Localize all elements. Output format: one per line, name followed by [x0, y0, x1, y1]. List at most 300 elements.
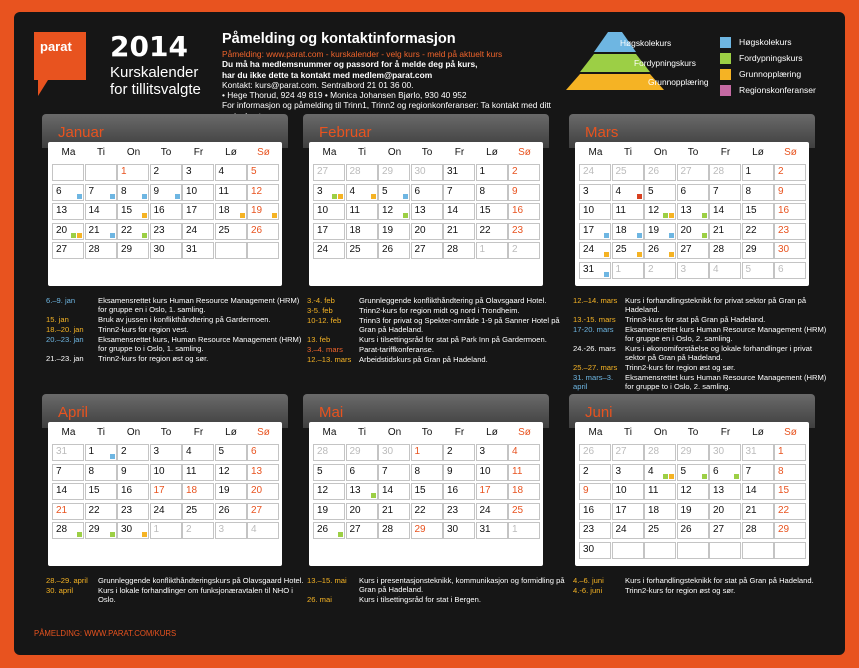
day-cell: 14: [52, 483, 84, 500]
day-cell: 25: [644, 522, 676, 539]
month-title: April: [58, 404, 89, 421]
day-cell: 26: [677, 522, 709, 539]
day-cell: 14: [85, 203, 117, 220]
weekday-header: On: [653, 147, 668, 158]
day-cell: 1: [150, 522, 182, 539]
day-cell: 13: [52, 203, 84, 220]
day-cell: 11: [508, 464, 540, 481]
day-cell: 3: [150, 444, 182, 461]
course-marker: [669, 252, 674, 257]
month-title: Januar: [58, 124, 104, 141]
day-cell: 19: [644, 223, 676, 240]
event-text: Trinn3 for privat og Spekter-område 1-9 på Sanner Hotel på Gran på Hadeland.: [359, 316, 560, 334]
event-date: 18.–20. jan: [46, 325, 84, 334]
day-cell: 7: [709, 184, 741, 201]
day-cell: 15: [411, 483, 443, 500]
day-cell: 20: [346, 503, 378, 520]
event-text: Kurs i tilsettingsråd for stat på Park Inn på Gardermoen.: [359, 335, 547, 344]
course-marker: [637, 252, 642, 257]
course-marker: [77, 532, 82, 537]
course-marker: [663, 213, 668, 218]
course-marker: [110, 532, 115, 537]
event-date: 26. mai: [307, 595, 332, 604]
course-marker: [110, 454, 115, 459]
event-item: [573, 344, 833, 362]
month-mai: [303, 394, 549, 535]
day-cell: 27: [677, 242, 709, 259]
event-item: [573, 586, 833, 595]
event-text: Kurs i forhandlingsteknikk for stat på Gran på Hadeland.: [625, 576, 814, 585]
day-cell: 19: [215, 483, 247, 500]
day-cell: 7: [378, 464, 410, 481]
event-item: [307, 355, 567, 364]
day-cell: 5: [644, 184, 676, 201]
day-cell: 8: [742, 184, 774, 201]
weekday-header: Ma: [588, 147, 603, 158]
event-item: [307, 296, 567, 305]
day-cell: 23: [443, 503, 475, 520]
day-cell: 9: [443, 464, 475, 481]
month-events: [573, 576, 833, 596]
day-cell: 3: [313, 184, 345, 201]
day-cell: 31: [182, 242, 214, 259]
day-cell: 22: [742, 223, 774, 240]
day-cell: 25: [508, 503, 540, 520]
day-cell: 3: [476, 444, 508, 461]
day-cell: 4: [215, 164, 247, 181]
course-marker: [142, 233, 147, 238]
course-marker: [734, 474, 739, 479]
day-cell: 22: [774, 503, 806, 520]
day-cell: 8: [774, 464, 806, 481]
month-events: [307, 576, 567, 605]
day-cell: 1: [476, 242, 508, 259]
event-text: Kurs i presentasjonsteknikk, kommunikasjon og formidling på Gran på Hadeland.: [359, 576, 565, 594]
course-marker: [702, 474, 707, 479]
course-marker: [71, 233, 76, 238]
course-marker: [142, 194, 147, 199]
event-date: 30. april: [46, 586, 74, 595]
event-text: Arbeidstidskurs på Gran på Hadeland.: [359, 355, 488, 364]
event-item: [46, 586, 306, 604]
course-marker: [332, 194, 337, 199]
course-marker: [702, 233, 707, 238]
event-date: 4.–6. juni: [573, 576, 604, 585]
day-cell: 28: [346, 164, 378, 181]
course-marker: [240, 213, 245, 218]
course-marker: [669, 233, 674, 238]
day-cell: 3: [215, 522, 247, 539]
event-date: 3.-4. feb: [307, 296, 335, 305]
month-title: Februar: [319, 124, 372, 141]
day-cell: 28: [52, 522, 84, 539]
event-text: Trinn2-kurs for region øst og sør.: [625, 586, 736, 595]
day-cell: 29: [742, 242, 774, 259]
month-grid: [48, 422, 282, 566]
day-cell: 25: [612, 164, 644, 181]
weekday-header: Lø: [486, 147, 498, 158]
day-cell: 5: [215, 444, 247, 461]
event-text: Trinn2-kurs for region vest.: [98, 325, 189, 334]
day-cell: 17: [150, 483, 182, 500]
weekday-header: Ti: [97, 427, 105, 438]
day-cell: 28: [378, 522, 410, 539]
event-text: Kurs i økonomiforståelse og lokale forhandlinger i privat sektor på Gran på Hadeland.: [625, 344, 812, 362]
weekday-header: On: [653, 427, 668, 438]
event-text: Trinn2-kurs for region øst og sør.: [98, 354, 209, 363]
day-cell: 11: [644, 483, 676, 500]
day-cell: 14: [378, 483, 410, 500]
event-text: Trinn2-kurs for region øst og sør.: [625, 363, 736, 372]
weekday-header: Lø: [225, 147, 237, 158]
weekday-header: Sø: [784, 427, 797, 438]
day-cell: 5: [378, 184, 410, 201]
course-marker: [702, 213, 707, 218]
day-cell: 22: [476, 223, 508, 240]
day-cell: 29: [346, 444, 378, 461]
event-item: [307, 316, 567, 334]
day-cell: 1: [117, 164, 149, 181]
event-text: Eksamensrettet kurs Human Resource Management (HRM) for gruppe en i Oslo, 1. samling.: [98, 296, 300, 314]
day-cell: 6: [346, 464, 378, 481]
day-cell: 22: [117, 223, 149, 240]
course-marker: [371, 194, 376, 199]
course-marker: [175, 194, 180, 199]
day-cell: 3: [612, 464, 644, 481]
day-cell: 13: [677, 203, 709, 220]
event-item: [307, 335, 567, 344]
event-item: [307, 576, 567, 594]
day-cell: 7: [52, 464, 84, 481]
course-legend: [720, 34, 816, 98]
day-cell: 22: [85, 503, 117, 520]
day-cell: 10: [476, 464, 508, 481]
course-marker: [604, 233, 609, 238]
weekday-header: Ti: [358, 427, 366, 438]
day-cell: 5: [313, 464, 345, 481]
day-cell: 24: [579, 242, 611, 259]
day-cell: 27: [612, 444, 644, 461]
day-cell: 26: [215, 503, 247, 520]
event-date: 20.–23. jan: [46, 335, 84, 344]
day-cell: 8: [476, 184, 508, 201]
day-cell: 2: [182, 522, 214, 539]
event-date: 28.–29. april: [46, 576, 88, 585]
day-cell: 30: [150, 242, 182, 259]
course-marker: [371, 493, 376, 498]
weekday-header: Fr: [720, 427, 731, 438]
day-cell: 4: [346, 184, 378, 201]
weekday-header: Lø: [752, 147, 764, 158]
event-date: 3-5. feb: [307, 306, 333, 315]
weekday-header: Ti: [97, 147, 105, 158]
day-cell: 23: [150, 223, 182, 240]
event-item: [46, 354, 306, 363]
day-cell: 12: [677, 483, 709, 500]
day-cell: 14: [443, 203, 475, 220]
event-date: 21.–23. jan: [46, 354, 84, 363]
day-cell: 27: [247, 503, 279, 520]
legend-swatch: [720, 37, 731, 48]
weekday-header: Ti: [358, 147, 366, 158]
day-cell: 2: [508, 164, 540, 181]
weekday-header: Ma: [61, 147, 76, 158]
weekday-header: Fr: [193, 147, 204, 158]
event-date: 4.-6. juni: [573, 586, 603, 595]
course-marker: [142, 213, 147, 218]
event-item: [46, 335, 306, 353]
day-cell: 15: [85, 483, 117, 500]
day-cell: 27: [411, 242, 443, 259]
day-cell: 21: [52, 503, 84, 520]
day-cell: 20: [677, 223, 709, 240]
weekday-header: To: [160, 427, 172, 438]
day-cell: 17: [476, 483, 508, 500]
course-marker: [403, 213, 408, 218]
day-cell: 4: [247, 522, 279, 539]
day-cell: 6: [774, 262, 806, 279]
weekday-header: Sø: [257, 147, 270, 158]
day-cell: 9: [508, 184, 540, 201]
weekday-header: Ma: [588, 427, 603, 438]
day-cell: [52, 164, 84, 181]
day-cell: 1: [612, 262, 644, 279]
day-cell: 31: [579, 262, 611, 279]
day-cell: 30: [774, 242, 806, 259]
day-cell: 13: [411, 203, 443, 220]
day-cell: 30: [378, 444, 410, 461]
day-cell: 30: [117, 522, 149, 539]
month-april: [42, 394, 288, 535]
day-cell: 30: [709, 444, 741, 461]
day-cell: 12: [378, 203, 410, 220]
day-cell: 15: [742, 203, 774, 220]
day-cell: [742, 542, 774, 559]
event-text: Eksamensrettet kurs Human Resource Management (HRM) for gruppe en i Oslo, 2. samling.: [625, 325, 827, 343]
day-cell: 2: [508, 242, 540, 259]
contact-info: [222, 30, 572, 121]
day-cell: 14: [709, 203, 741, 220]
day-cell: 4: [182, 444, 214, 461]
weekday-header: Fr: [454, 147, 465, 158]
weekday-header: Lø: [225, 427, 237, 438]
day-cell: 16: [117, 483, 149, 500]
weekday-header: Ma: [322, 427, 337, 438]
event-date: 15. jan: [46, 315, 69, 324]
day-cell: 19: [313, 503, 345, 520]
day-cell: 2: [443, 444, 475, 461]
day-cell: 23: [579, 522, 611, 539]
day-cell: 14: [742, 483, 774, 500]
day-cell: 6: [247, 444, 279, 461]
day-cell: 12: [313, 483, 345, 500]
day-cell: 17: [579, 223, 611, 240]
month-events: [573, 296, 833, 392]
day-cell: 19: [247, 203, 279, 220]
pyramid-label-top: Høgskolekurs: [620, 38, 672, 48]
event-item: [46, 296, 306, 314]
weekday-header: Ma: [322, 147, 337, 158]
weekday-header: On: [387, 147, 402, 158]
event-date: 13.-15. mars: [573, 315, 616, 324]
event-text: Eksamensrettet kurs, Human Resource Management (HRM) for gruppe to i Oslo, 1. samling.: [98, 335, 302, 353]
day-cell: 29: [378, 164, 410, 181]
day-cell: 26: [378, 242, 410, 259]
day-cell: 23: [117, 503, 149, 520]
day-cell: 6: [411, 184, 443, 201]
legend-item: [720, 82, 816, 98]
course-marker: [77, 194, 82, 199]
footer-signup[interactable]: PÅMELDING: WWW.PARAT.COM/KURS: [34, 629, 177, 638]
legend-item: [720, 50, 816, 66]
day-cell: 1: [85, 444, 117, 461]
course-marker: [663, 474, 668, 479]
weekday-header: Sø: [257, 427, 270, 438]
day-cell: 8: [85, 464, 117, 481]
day-cell: 18: [612, 223, 644, 240]
weekday-header: To: [687, 427, 699, 438]
event-text: Parat-tariffkonferanse.: [359, 345, 434, 354]
day-cell: 28: [443, 242, 475, 259]
day-cell: 29: [85, 522, 117, 539]
day-cell: 10: [612, 483, 644, 500]
day-cell: 26: [644, 164, 676, 181]
day-cell: 23: [508, 223, 540, 240]
weekday-header: Lø: [486, 427, 498, 438]
day-cell: 27: [346, 522, 378, 539]
day-cell: 2: [579, 464, 611, 481]
weekday-header: To: [687, 147, 699, 158]
day-cell: 11: [612, 203, 644, 220]
day-cell: 4: [709, 262, 741, 279]
event-text: Eksamensrettet kurs Human Resource Management (HRM) for gruppe to i Oslo, 2. samling.: [625, 373, 827, 391]
day-cell: 20: [247, 483, 279, 500]
day-cell: 23: [774, 223, 806, 240]
event-item: [573, 315, 833, 324]
day-cell: 28: [742, 522, 774, 539]
day-cell: 31: [52, 444, 84, 461]
course-marker: [110, 194, 115, 199]
day-cell: 16: [774, 203, 806, 220]
month-title: Mai: [319, 404, 344, 421]
weekday-header: Sø: [518, 427, 531, 438]
day-cell: 13: [346, 483, 378, 500]
day-cell: [644, 542, 676, 559]
calendar-subtitle: Kurskalender for tillitsvalgte: [110, 64, 201, 98]
event-text: Kurs i lokale forhandlinger om funksjonæravtalen til NHO i Oslo.: [98, 586, 293, 604]
weekday-header: To: [160, 147, 172, 158]
day-cell: 18: [644, 503, 676, 520]
day-cell: 31: [443, 164, 475, 181]
day-cell: 12: [215, 464, 247, 481]
day-cell: 24: [476, 503, 508, 520]
pyramid-label-bottom: Grunnopplæring: [648, 77, 709, 87]
event-text: Trinn2-kurs for region midt og nord i Trondheim.: [359, 306, 520, 315]
event-item: [573, 325, 833, 343]
day-cell: 24: [313, 242, 345, 259]
legend-label: Grunnopplæring: [739, 69, 802, 79]
day-cell: 7: [443, 184, 475, 201]
event-date: 13. feb: [307, 335, 331, 344]
day-cell: 3: [677, 262, 709, 279]
event-date: 6.–9. jan: [46, 296, 76, 305]
day-cell: 30: [579, 542, 611, 559]
info-signup-line: Påmelding: www.parat.com - kurskalender - velg kurs - meld på aktuelt kurs: [222, 49, 503, 59]
course-marker: [604, 272, 609, 277]
day-cell: 2: [117, 444, 149, 461]
day-cell: 9: [150, 184, 182, 201]
day-cell: 1: [508, 522, 540, 539]
course-marker: [604, 252, 609, 257]
day-cell: 20: [709, 503, 741, 520]
event-item: [46, 325, 306, 334]
legend-label: Høgskolekurs: [739, 37, 792, 47]
month-title: Juni: [585, 404, 613, 421]
day-cell: 1: [476, 164, 508, 181]
month-title: Mars: [585, 124, 619, 141]
event-text: Grunnleggende konflikthåndteringskurs på Olavsgaard Hotel.: [98, 576, 304, 585]
day-cell: 16: [508, 203, 540, 220]
day-cell: 27: [677, 164, 709, 181]
day-cell: 11: [215, 184, 247, 201]
info-member-line: Du må ha medlemsnummer og passord for å melde deg på kurs,: [222, 59, 478, 70]
event-text: Bruk av jussen i konflikthåndtering på Gardermoen.: [98, 315, 271, 324]
day-cell: 25: [346, 242, 378, 259]
day-cell: [677, 542, 709, 559]
day-cell: 17: [182, 203, 214, 220]
day-cell: 29: [411, 522, 443, 539]
day-cell: 24: [150, 503, 182, 520]
weekday-header: On: [387, 427, 402, 438]
weekday-header: Fr: [454, 427, 465, 438]
event-date: 25.–27. mars: [573, 363, 618, 372]
day-cell: 4: [508, 444, 540, 461]
event-item: [573, 296, 833, 314]
day-cell: 13: [247, 464, 279, 481]
day-cell: 15: [476, 203, 508, 220]
day-cell: 9: [579, 483, 611, 500]
day-cell: 2: [644, 262, 676, 279]
day-cell: 21: [85, 223, 117, 240]
pyramid-label-middle: Fordypningskurs: [634, 58, 696, 68]
day-cell: 16: [150, 203, 182, 220]
day-cell: 27: [709, 522, 741, 539]
parat-logo: [34, 32, 86, 98]
event-text: Grunnleggende konflikthåndtering på Olavsgaard Hotel.: [359, 296, 547, 305]
day-cell: 18: [215, 203, 247, 220]
day-cell: 20: [52, 223, 84, 240]
weekday-header: Sø: [518, 147, 531, 158]
day-cell: 21: [443, 223, 475, 240]
month-grid: [575, 422, 809, 566]
event-text: Kurs i tilsettingsråd for stat i Bergen.: [359, 595, 481, 604]
day-cell: 29: [117, 242, 149, 259]
event-date: 12.–13. mars: [307, 355, 352, 364]
course-marker: [77, 233, 82, 238]
month-mars: [569, 114, 815, 275]
day-cell: [774, 542, 806, 559]
day-cell: 28: [709, 242, 741, 259]
course-marker: [338, 532, 343, 537]
course-marker: [338, 194, 343, 199]
weekday-header: Ti: [624, 147, 632, 158]
month-events: [46, 296, 306, 364]
day-cell: 22: [411, 503, 443, 520]
day-cell: 9: [774, 184, 806, 201]
logo-text: parat: [40, 39, 72, 54]
day-cell: 10: [150, 464, 182, 481]
day-cell: 18: [346, 223, 378, 240]
